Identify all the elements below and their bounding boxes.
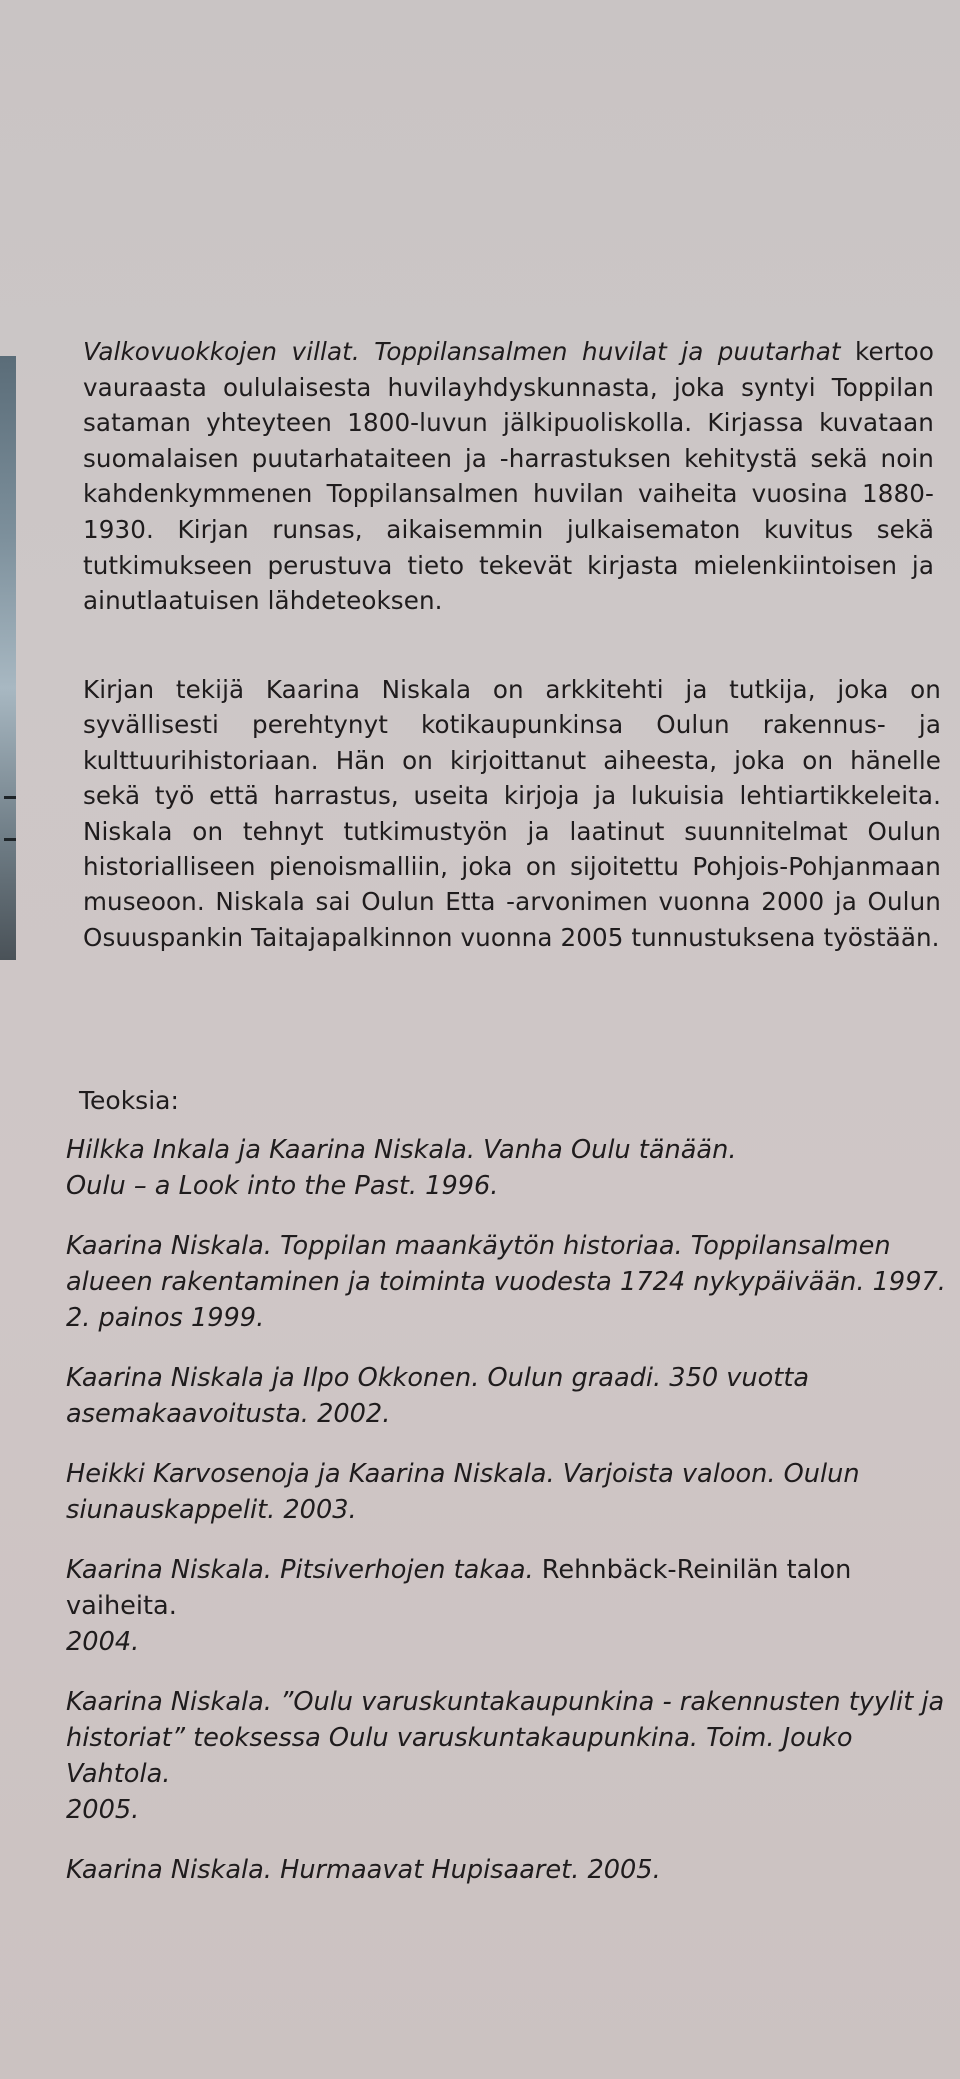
work-line: alueen rakentaminen ja toiminta vuodesta 1724 nykypäivään. 1997. <box>66 1267 946 1297</box>
work-line: Heikki Karvosenoja ja Kaarina Niskala. Varjoista valoon. Oulun <box>66 1459 860 1489</box>
work-line: 2004. <box>66 1627 140 1657</box>
work-line: Kaarina Niskala. Toppilan maankäytön historiaa. Toppilansalmen <box>66 1231 891 1261</box>
book-description-text: kertoo vauraasta oululaisesta huvilayhdyskunnasta, joka syntyi Toppilan sataman yhteyteen 1800-luvun jälkipuoliskolla. Kirjassa kuvataan suomalaisen puutarhataiteen ja -harrastuksen kehitystä sekä noin kahdenkymmenen Toppilansalmen huvilan vaiheita vuosina 1880-1930. Kirjan runsas, aikaisemmin julkaisematon kuvitus sekä tutkimukseen perustuva tieto tekevät kirjasta mielenkiintoisen ja ainutlaatuisen lähdeteoksen. <box>83 337 934 616</box>
works-heading: Teoksia: <box>79 1086 179 1115</box>
work-line: asemakaavoitusta. 2002. <box>66 1399 391 1429</box>
list-item <box>66 1132 946 1204</box>
works-list <box>66 1132 946 1912</box>
work-line: historiat” teoksessa Oulu varuskuntakaupunkina. Toim. Jouko Vahtola. <box>66 1723 853 1789</box>
book-description <box>83 334 934 619</box>
work-title: Kaarina Niskala. Pitsiverhojen takaa. <box>66 1555 534 1585</box>
work-line: Kaarina Niskala. Hurmaavat Hupisaaret. 2005. <box>66 1855 661 1885</box>
work-line: 2. painos 1999. <box>66 1303 265 1333</box>
work-line <box>66 1552 946 1624</box>
work-line: Hilkka Inkala ja Kaarina Niskala. Vanha Oulu tänään. <box>66 1135 737 1165</box>
book-title: Valkovuokkojen villat. Toppilansalmen huvilat ja puutarhat <box>83 337 841 366</box>
list-item <box>66 1228 946 1336</box>
author-bio: Kirjan tekijä Kaarina Niskala on arkkitehti ja tutkija, joka on syvällisesti perehtynyt kotikaupunkinsa Oulun rakennus- ja kulttuurihistoriaan. Hän on kirjoittanut aiheesta, joka on hänelle sekä työ että harrastus, useita kirjoja ja lukuisia lehtiartikkeleita. Niskala on tehnyt tutkimustyön ja laatinut suunnitelmat Oulun historialliseen pienoismalliin, joka on sijoitettu Pohjois-Pohjanmaan museoon. Niskala sai Oulun Etta -arvonimen vuonna 2000 ja Oulun Osuuspankin Taitajapalkinnon vuonna 2005 tunnustuksena työstään. <box>83 675 941 952</box>
work-line: Kaarina Niskala. ”Oulu varuskuntakaupunkina - rakennusten tyylit ja <box>66 1687 945 1717</box>
list-item <box>66 1684 946 1828</box>
work-line: siunauskappelit. 2003. <box>66 1495 357 1525</box>
work-line: Oulu – a Look into the Past. 1996. <box>66 1171 499 1201</box>
list-item <box>66 1456 946 1528</box>
list-item <box>66 1360 946 1432</box>
work-subtitle: Rehnbäck-Reinilän talon vaiheita. <box>66 1555 852 1621</box>
adjacent-photo-edge <box>0 356 16 960</box>
list-item <box>66 1552 946 1660</box>
work-line: 2005. <box>66 1795 140 1825</box>
work-line: Kaarina Niskala ja Ilpo Okkonen. Oulun graadi. 350 vuotta <box>66 1363 810 1393</box>
list-item <box>66 1852 946 1888</box>
